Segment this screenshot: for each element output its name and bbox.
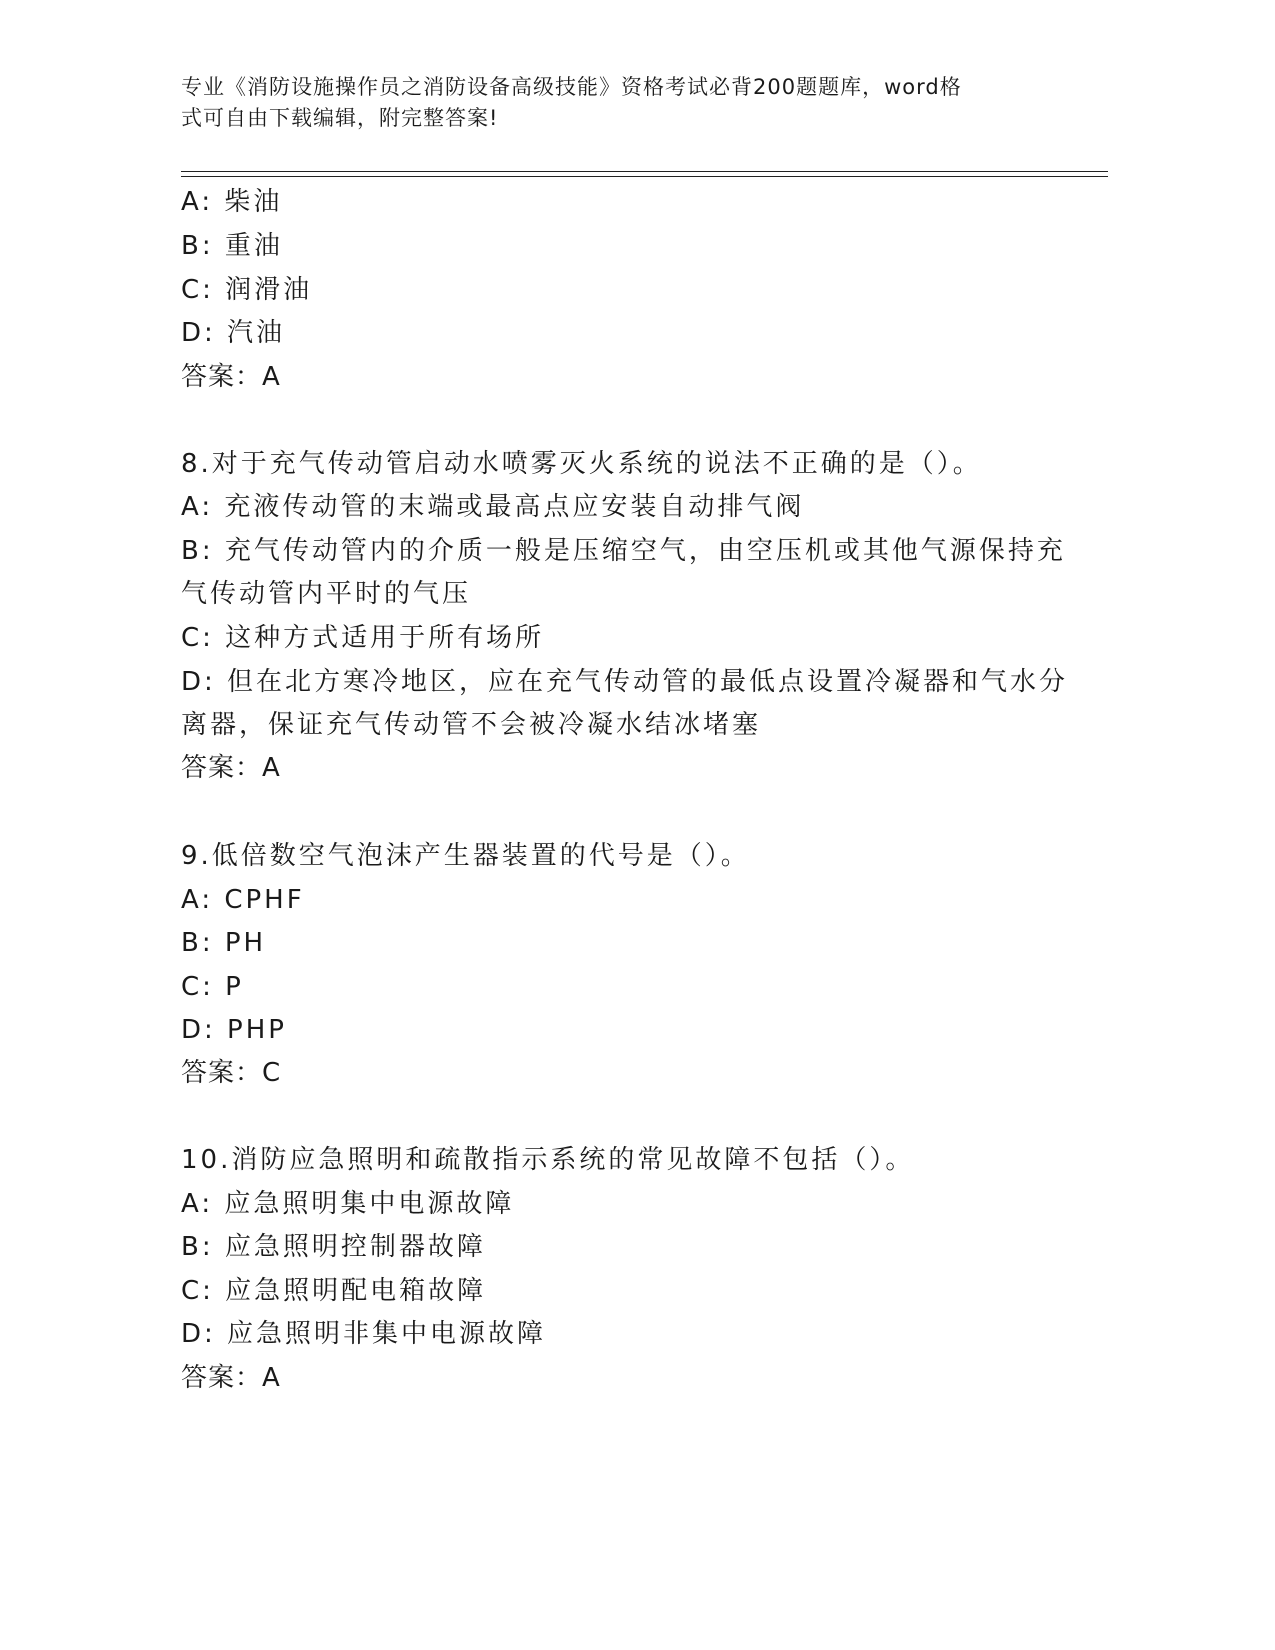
q8-option-b-line1: B: 充气传动管内的介质一般是压缩空气，由空压机或其他气源保持充 (181, 536, 1066, 566)
q9-option-c: C: P (181, 972, 244, 1002)
q8-option-a: A: 充液传动管的末端或最高点应安装自动排气阀 (181, 492, 805, 522)
q8-option-d-line1: D: 但在北方寒冷地区，应在充气传动管的最低点设置冷凝器和气水分 (181, 667, 1069, 697)
q8-question: 8.对于充气传动管启动水喷雾灭火系统的说法不正确的是（）。 (181, 449, 982, 479)
q10-option-d: D: 应急照明非集中电源故障 (181, 1319, 547, 1349)
q9-option-a: A: CPHF (181, 885, 305, 915)
q10-question: 10.消防应急照明和疏散指示系统的常见故障不包括（）。 (181, 1145, 915, 1175)
q8-option-d-line2: 离器，保证充气传动管不会被冷凝水结冰堵塞 (181, 710, 762, 740)
q10-option-a: A: 应急照明集中电源故障 (181, 1189, 515, 1219)
q7-answer: 答案：A (181, 362, 281, 392)
q10-option-b: B: 应急照明控制器故障 (181, 1232, 486, 1262)
q9-question: 9.低倍数空气泡沫产生器装置的代号是（）。 (181, 841, 750, 871)
q8-option-b-line2: 气传动管内平时的气压 (181, 579, 472, 609)
header-divider-bottom (181, 176, 1108, 177)
q7-option-c: C: 润滑油 (181, 275, 313, 305)
document-header (181, 72, 1031, 134)
q7-option-b: B: 重油 (181, 231, 283, 261)
q8-option-c: C: 这种方式适用于所有场所 (181, 623, 545, 653)
q10-option-c: C: 应急照明配电箱故障 (181, 1276, 487, 1306)
header-line-1: 专业《消防设施操作员之消防设备高级技能》资格考试必背200题题库，word格 (181, 75, 962, 99)
header-line-2: 式可自由下载编辑，附完整答案! (181, 106, 499, 130)
q10-answer: 答案：A (181, 1363, 281, 1393)
q8-answer: 答案：A (181, 753, 281, 783)
q9-option-b: B: PH (181, 928, 267, 958)
q7-option-d: D: 汽油 (181, 318, 286, 348)
q9-answer: 答案：C (181, 1058, 282, 1088)
header-divider-top (181, 171, 1108, 172)
q9-option-d: D: PHP (181, 1015, 287, 1045)
q7-option-a: A: 柴油 (181, 187, 283, 217)
